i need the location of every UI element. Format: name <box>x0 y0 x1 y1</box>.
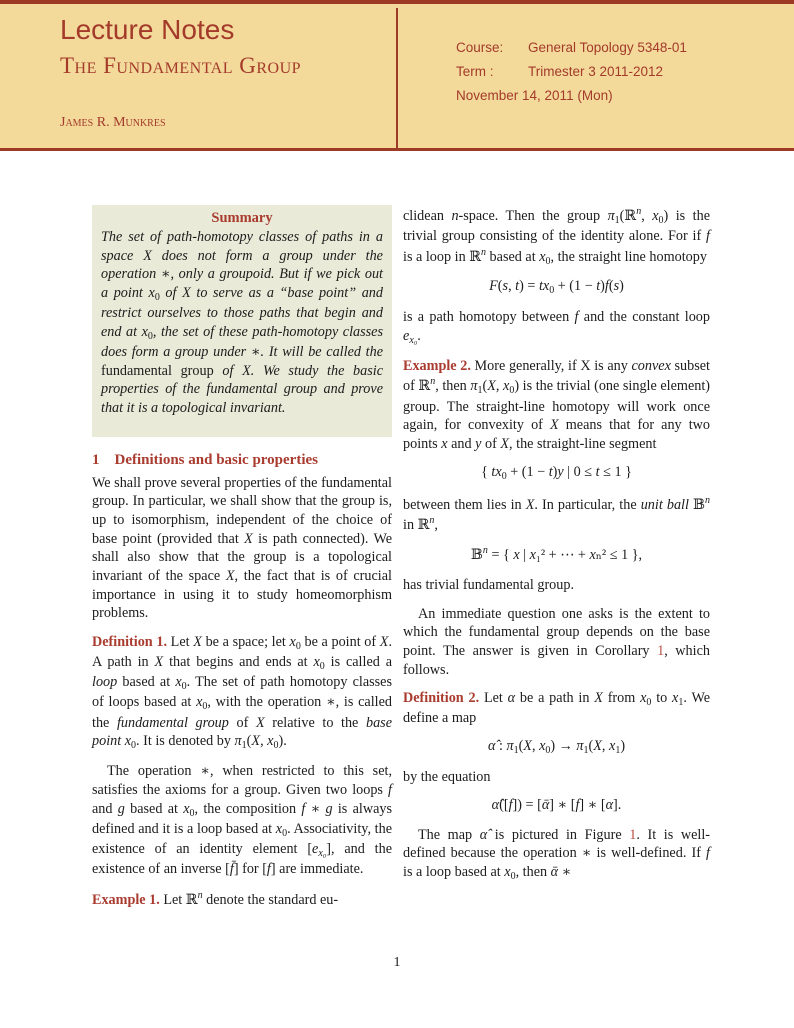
base-point-question-paragraph: An immediate question one asks is the extent to which the fundamental group depends on the base point. The answer is given in Corollary 1, which follows. <box>403 605 710 678</box>
header-divider-line <box>396 8 398 148</box>
course-value: General Topology 5348-01 <box>528 40 687 55</box>
definition-1: Definition 1. Let X be a space; let $x_0$ be a point of X. A path in X that begins and ends at $x_0$ is called a loop based at $x_0$. The set of path homotopy classes of loops based at $x_0$, with the operation ∗, is called the fundamental group of X relative to the base point $x_0$. It is denoted by $\pi_1(X$, $x_0$). <box>92 634 393 752</box>
page-number: 1 <box>393 955 401 970</box>
document-body <box>92 151 710 920</box>
course-info-block <box>456 40 687 103</box>
document-subtitle: The Fundamental Group <box>60 53 302 78</box>
course-label: Course: <box>456 40 504 55</box>
summary-title: Summary <box>211 210 273 226</box>
summary-text: The set of path-homotopy classes of paths in a space X does not form a group under the operation ∗, only a groupoid. But if we pick out a point $x_0$ of X to serve as a “base point” and restrict ourselves to those paths that begin and end at $x_0$, the set of these path-homotopy classes does form a group under ∗. It will be called the fundamental group of X. We study the basic properties of the fundamental group and prove that it is a topological invariant. <box>101 229 384 416</box>
author-name: James R. Munkres <box>60 115 166 130</box>
group-axioms-paragraph: The operation ∗, when restricted to this set, satisfies the axioms for a group. Given two loops f and g based at $x_0$, the composition f ∗ g is always defined and it is a loop based at $x_0$. Associativity, the existence of an identity element $[e_{x_0}]$, and the existence of an inverse [f̄] for [f] are immediate. <box>92 763 393 878</box>
example-2: Example 2. More generally, if X is any convex subset of ℝ$^n$, then $\pi_1(X$, $x_0$) is the trivial (one single element) group. The straight-line homotopy will work once again, for convexity of X means that for any two points x and y of X, the straight-line segment <box>403 357 711 452</box>
trivial-group-paragraph: has trivial fundamental group. <box>403 576 574 593</box>
right-column <box>403 205 710 920</box>
figure-reference-paragraph: The map α̂ is pictured in Figure 1. It is well-defined because the operation ∗ is well-defined. If f is a loop based at $x_0$, then ᾱ ∗ <box>403 826 711 883</box>
equation-straight-line-homotopy: F(s, $t) = tx_0 + (1 - t)f(s)$ <box>489 277 624 296</box>
header-band <box>0 0 794 151</box>
equation-alpha-hat-definition: α̂([f]) = [ᾱ] ∗ [f] ∗ [α]. <box>491 796 622 813</box>
by-the-equation-paragraph: by the equation <box>403 769 491 786</box>
summary-box <box>92 205 392 437</box>
corollary-1-link[interactable]: 1 <box>657 642 665 659</box>
document-title: Lecture Notes <box>60 14 235 45</box>
date-line: November 14, 2011 (Mon) <box>456 88 613 103</box>
equation-unit-ball: 𝔹$^n$ = { x | x₁² + ⋯ + xₙ² ≤ 1 }, <box>470 544 643 563</box>
euclidean-paragraph: clidean n-space. Then the group $\pi_1(ℝ^n$, $x_0$) is the trivial group consisting of the identity alone. For if f is a loop in ℝ$^n$ based at $x_0$, the straight line homotopy <box>403 206 711 267</box>
definition-2: Definition 2. Let α be a path in X from $x_0$ to $x_1$. We define a map <box>403 690 710 727</box>
term-value: Trimester 3 2011-2012 <box>528 64 664 79</box>
left-column <box>92 205 392 920</box>
example-1: Example 1. Let ℝ$^n$ denote the standard eu- <box>92 889 339 908</box>
section-number: 1 <box>92 451 100 468</box>
term-label: Term : <box>456 64 494 79</box>
path-homotopy-paragraph: is a path homotopy between f and the constant loop $e_{x_0}$. <box>403 308 710 346</box>
figure-1-link[interactable]: 1 <box>629 826 637 843</box>
equation-segment: { $tx_0 + (1 - t)y$ | 0 ≤ t ≤ 1 } <box>481 463 632 482</box>
section-1-heading <box>92 452 392 469</box>
intro-paragraph: We shall prove several properties of the fundamental group. In particular, we shall show that the group is, up to isomorphism, independent of the choice of base point (provided that X is path connected). We shall also show that the group is a topological invariant of the space X, the fact that is of crucial importance in using it to study homeomorphism problems. <box>92 474 392 622</box>
section-title: Definitions and basic properties <box>114 451 318 468</box>
equation-alpha-hat-map: α̂ : $\pi_1(X$, $x_0) \to \pi_1(X$, $x_1$) <box>487 738 626 757</box>
unit-ball-paragraph: between them lies in X. In particular, the unit ball 𝔹$^n$ in ℝ$^n$, <box>403 494 710 534</box>
